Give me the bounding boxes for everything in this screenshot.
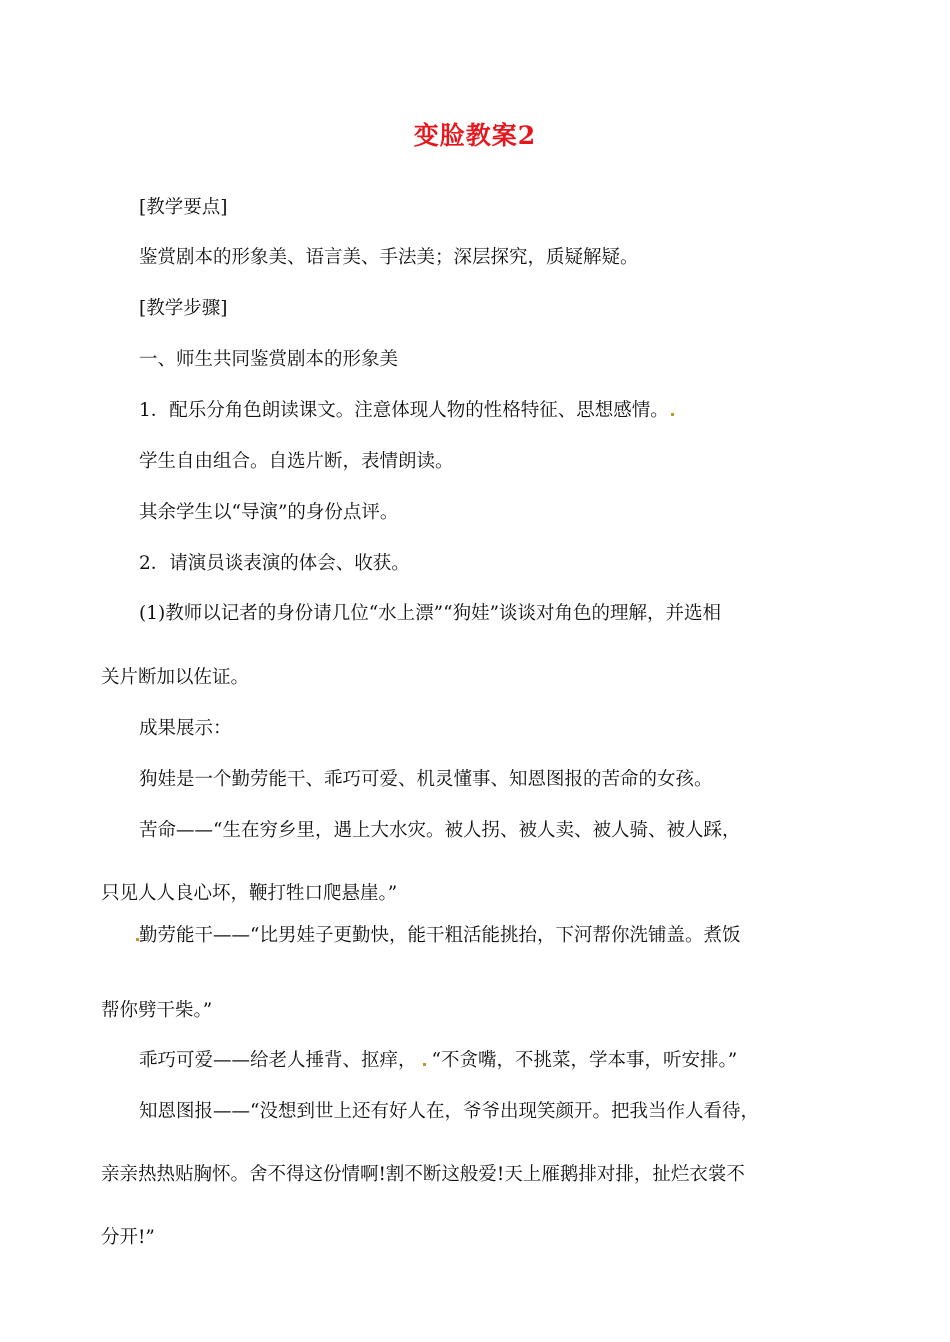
paragraph-continuation: 帮你劈干柴。” bbox=[101, 1000, 213, 1021]
paragraph: 苦命——“生在穷乡里，遇上大水灾。被人拐、被人卖、被人骑、被人踩， bbox=[139, 820, 741, 841]
paragraph: 其余学生以“导演”的身份点评。 bbox=[139, 502, 399, 523]
paragraph bbox=[139, 924, 740, 948]
section-heading-key-points: [教学要点] bbox=[139, 197, 228, 218]
paragraph: 2．请演员谈表演的体会、收获。 bbox=[139, 553, 410, 574]
paragraph: (1)教师以记者的身份请几位“水上漂”“狗娃”谈谈对角色的理解，并选相 bbox=[139, 603, 722, 624]
paragraph: 学生自由组合。自选片断，表情朗读。 bbox=[139, 451, 454, 472]
dot-mark-icon bbox=[671, 413, 674, 416]
paragraph-continuation: 只见人人良心坏，鞭打牲口爬悬崖。” bbox=[101, 883, 398, 904]
paragraph bbox=[139, 1049, 737, 1073]
text-span: 乖巧可爱——给老人捶背、抠痒， bbox=[139, 1050, 417, 1071]
paragraph: 知恩图报——“没想到世上还有好人在，爷爷出现笑颜开。把我当作人看待， bbox=[139, 1101, 759, 1122]
document-title: 变脸教案2 bbox=[413, 121, 537, 150]
text-span: 1．配乐分角色朗读课文。注意体现人物的性格特征、思想感情。 bbox=[139, 400, 669, 421]
paragraph-continuation: 分开!” bbox=[101, 1227, 155, 1248]
paragraph-continuation: 关片断加以佐证。 bbox=[101, 667, 250, 688]
paragraph: 成果展示： bbox=[139, 718, 232, 739]
text-span: 勤劳能干——“比男娃子更勤快，能干粗活能挑抬，下河帮你洗铺盖。煮饭 bbox=[139, 925, 741, 946]
paragraph-continuation: 亲亲热热贴胸怀。舍不得这份情啊!割不断这般爱!天上雁鹅排对排，扯烂衣裳不 bbox=[101, 1164, 745, 1185]
dot-mark-icon bbox=[423, 1063, 426, 1066]
paragraph: 狗娃是一个勤劳能干、乖巧可爱、机灵懂事、知恩图报的苦命的女孩。 bbox=[139, 769, 713, 790]
paragraph: 一、师生共同鉴赏剧本的形象美 bbox=[139, 349, 399, 370]
paragraph: 鉴赏剧本的形象美、语言美、手法美；深层探究，质疑解疑。 bbox=[139, 247, 639, 268]
paragraph bbox=[139, 399, 674, 423]
text-span: “不贪嘴，不挑菜，学本事，听安排。” bbox=[431, 1050, 738, 1071]
section-heading-steps: [教学步骤] bbox=[139, 298, 228, 319]
